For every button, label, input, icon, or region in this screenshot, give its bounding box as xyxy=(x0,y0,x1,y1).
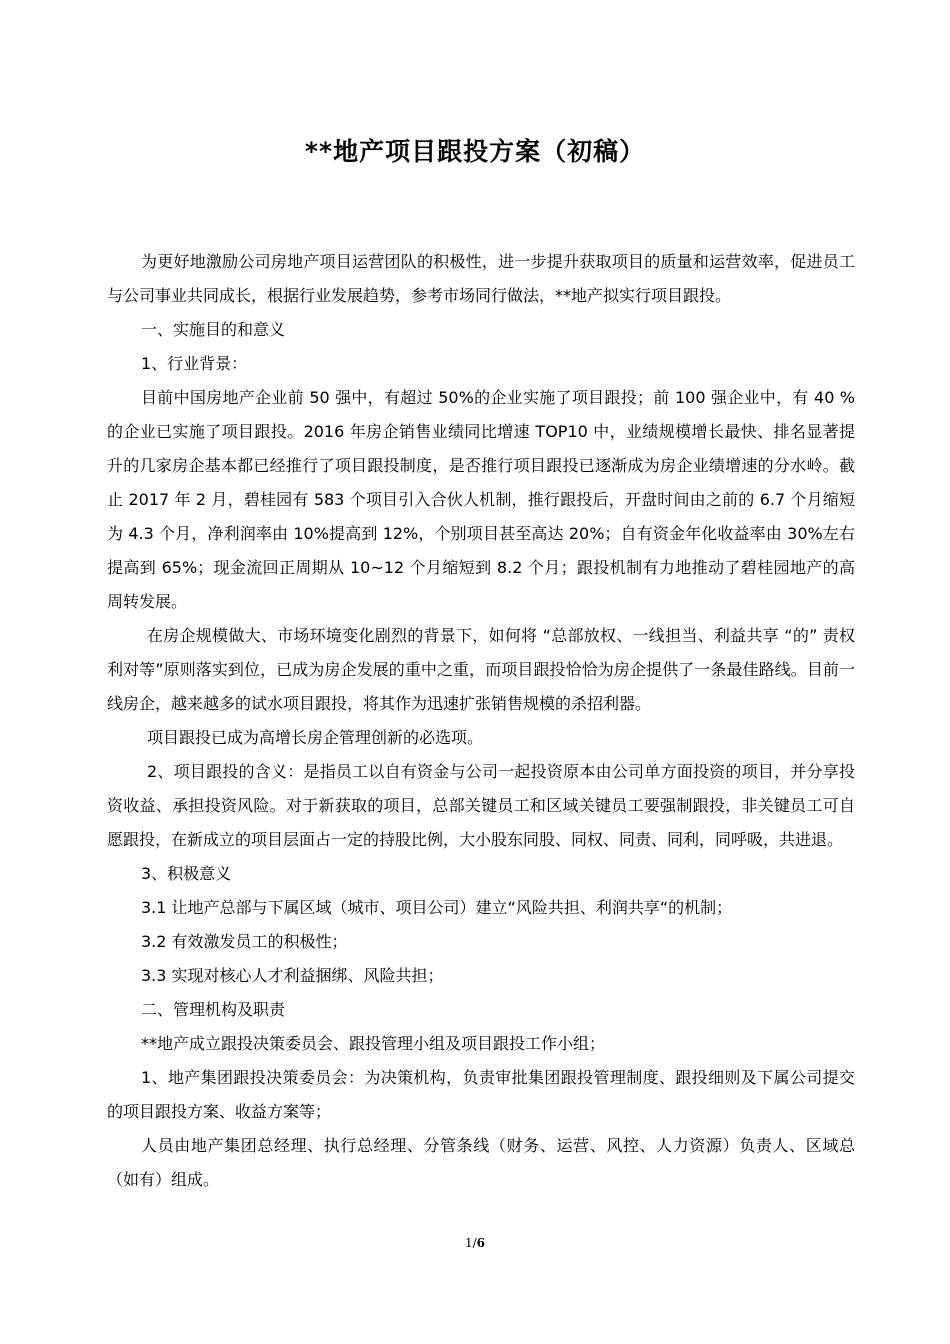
section-heading-1: 一、实施目的和意义 xyxy=(141,320,286,339)
page-number xyxy=(0,1236,950,1250)
list-item-3-1: 3.1 让地产总部与下属区域（城市、项目公司）建立“风险共担、利润共享“的机制； xyxy=(141,898,733,917)
intro-paragraph: 为更好地激励公司房地产项目运营团队的积极性，进一步提升获取项目的质量和运营效率，促进员工与公司事业共同成长，根据行业发展趋势，参考市场同行做法，**地产拟实行项目跟投。 xyxy=(107,252,855,305)
paragraph-decision-committee: 1、地产集团跟投决策委员会：为决策机构，负责审批集团跟投管理制度、跟投细则及下属公司提交的项目跟投方案、收益方案等； xyxy=(107,1068,855,1121)
subheading-industry-background: 1、行业背景： xyxy=(141,354,248,373)
list-item-3-2: 3.2 有效激发员工的积极性； xyxy=(141,932,348,951)
paragraph-committees: **地产成立跟投决策委员会、跟投管理小组及项目跟投工作小组； xyxy=(141,1034,606,1053)
subheading-significance: 3、积极意义 xyxy=(141,864,232,883)
section-heading-2: 二、管理机构及职责 xyxy=(141,1000,286,1019)
paragraph-innovation: 项目跟投已成为高增长房企管理创新的必选项。 xyxy=(147,728,484,747)
page-number-total: 6 xyxy=(476,1236,486,1250)
page-number-current: 1/ xyxy=(464,1236,477,1250)
document-body xyxy=(107,245,855,1197)
document-title: **地产项目跟投方案（初稿） xyxy=(304,137,646,166)
paragraph-committee-members: 人员由地产集团总经理、执行总经理、分管条线（财务、运营、风控、人力资源）负责人、区域总（如有）组成。 xyxy=(107,1136,855,1189)
list-item-3-3: 3.3 实现对核心人才利益捆绑、风险共担； xyxy=(141,966,444,985)
paragraph-definition: 2、项目跟投的含义：是指员工以自有资金与公司一起投资原本由公司单方面投资的项目，并分享投资收益、承担投资风险。对于新获取的项目，总部关键员工和区域关键员工要强制跟投，非关键员工可自愿跟投，在新成立的项目层面占一定的持股比例，大小股东同股、同权、同责、同利，同呼吸，共进退。 xyxy=(107,762,855,849)
paragraph-industry-stats: 目前中国房地产企业前 50 强中，有超过 50%的企业实施了项目跟投；前 100 强企业中，有 40 %的企业已实施了项目跟投。2016 年房企销售业绩同比增速 TOP10 中，业绩规模增长最快、排名显著提升的几家房企基本都已经推行了项目跟投制度，是否推行项目跟投已逐渐成为房企业绩增速的分水岭。截止 2017 年 2 月，碧桂园有 583 个项目引入合伙人机制，推行跟投后，开盘时间由之前的 6.7 个月缩短为 4.3 个月，净利润率由 10%提高到 12%，个别项目甚至高达 20%；自有资金年化收益率由 30%左右提高到 65%；现金流回正周期从 10~12 个月缩短到 8.2 个月；跟投机制有力地推动了碧桂园地产的高周转发展。 xyxy=(107,388,855,611)
paragraph-market-context: 在房企规模做大、市场环境变化剧烈的背景下，如何将 “总部放权、一线担当、利益共享 “的” 责权利对等”原则落实到位，已成为房企发展的重中之重，而项目跟投恰恰为房企提供了一条最佳路线。目前一线房企，越来越多的试水项目跟投，将其作为迅速扩张销售规模的杀招利器。 xyxy=(107,626,855,713)
